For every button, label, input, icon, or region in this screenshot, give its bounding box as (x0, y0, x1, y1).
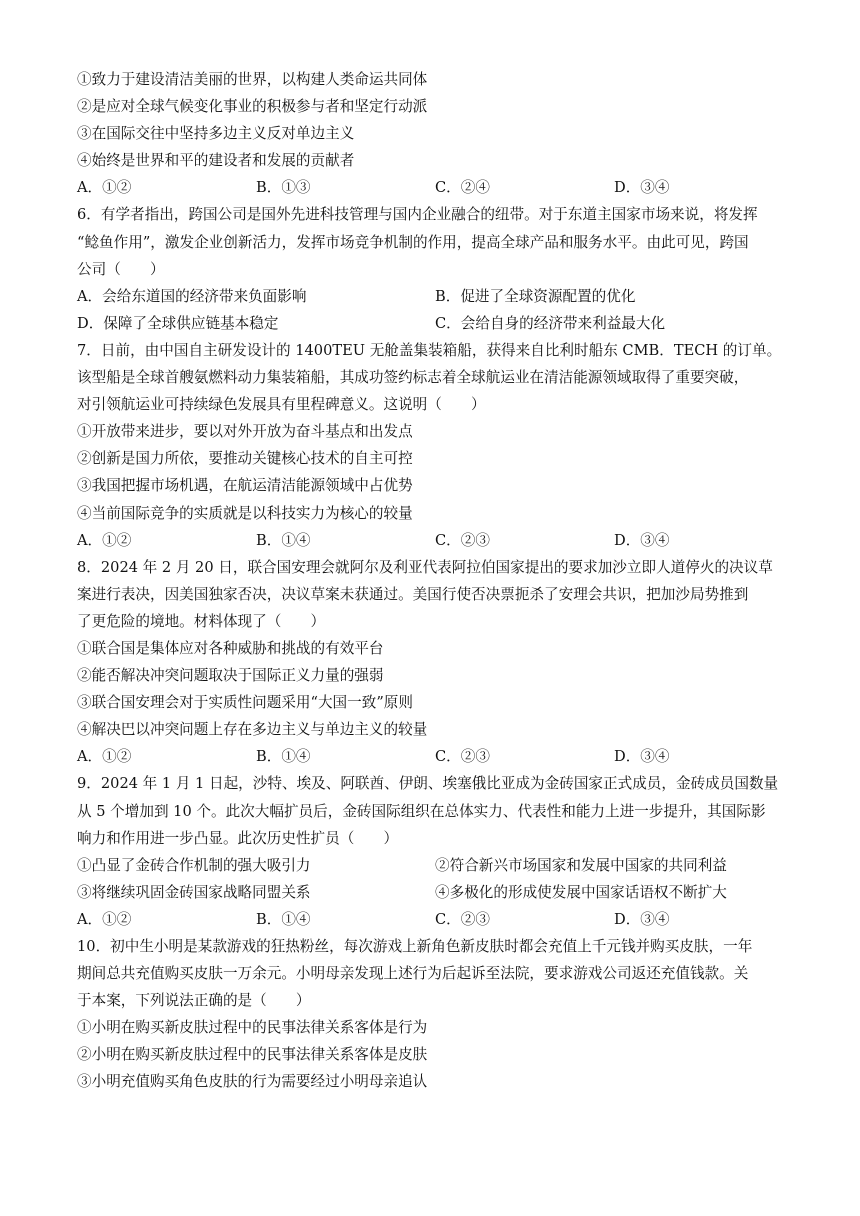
q9-stem-line-3: 响力和作用进一步凸显。此次历史性扩员（ ） (77, 829, 399, 847)
q6-option-d: D．保障了全球供应链基本稳定 (77, 314, 279, 332)
q7-option-c: C．②③ (435, 531, 490, 549)
q6-option-a: A．会给东道国的经济带来负面影响 (77, 287, 307, 305)
q5-item-2: ②是应对全球气候变化事业的积极参与者和坚定行动派 (77, 98, 428, 116)
q6-stem-line-1: 6．有学者指出，跨国公司是国外先进科技管理与国内企业融合的纽带。对于东道主国家市场来说，将发挥 (77, 206, 758, 224)
q8-stem-line-3: 了更危险的境地。材料体现了（ ） (77, 612, 326, 630)
q6-option-c: C．会给自身的经济带来利益最大化 (435, 314, 666, 332)
q5-options (77, 174, 793, 201)
q6-stem-line-2: “鲶鱼作用”，激发企业创新活力，发挥市场竞争机制的作用，提高全球产品和服务水平。由此可见，跨国 (77, 233, 749, 251)
q9-item-2: ②符合新兴市场国家和发展中国家的共同利益 (435, 856, 727, 874)
q10-stem-line-2: 期间总共充值购买皮肤一万余元。小明母亲发现上述行为后起诉至法院，要求游戏公司返还充值钱款。关 (77, 965, 749, 983)
q5-option-c: C．②④ (435, 179, 490, 197)
q8-item-1: ①联合国是集体应对各种威胁和挑战的有效平台 (77, 639, 384, 657)
q7-item-1: ①开放带来进步，要以对外开放为奋斗基点和出发点 (77, 423, 413, 441)
q8-option-d: D．③④ (614, 748, 670, 766)
q6-option-b: B．促进了全球资源配置的优化 (435, 287, 636, 305)
q8-option-c: C．②③ (435, 748, 490, 766)
q5-option-d: D．③④ (614, 179, 670, 197)
q7-option-b: B．①④ (256, 531, 311, 549)
q5-item-3: ③在国际交往中坚持多边主义反对单边主义 (77, 125, 355, 143)
q7-stem-line-3: 对引领航运业可持续绿色发展具有里程碑意义。这说明（ ） (77, 396, 486, 414)
q10-stem-line-3: 于本案，下列说法正确的是（ ） (77, 992, 311, 1010)
q9-item-4: ④多极化的形成使发展中国家话语权不断扩大 (435, 883, 727, 901)
q6-options-row-1 (77, 283, 793, 310)
q9-stem-line-2: 从 5 个增加到 10 个。此次大幅扩员后，金砖国际组织在总体实力、代表性和能力上进一步提升，其国际影 (77, 802, 766, 820)
q7-option-d: D．③④ (614, 531, 670, 549)
q8-option-a: A．①② (77, 748, 132, 766)
q9-items-row-2 (77, 879, 793, 906)
q7-stem-line-2: 该型船是全球首艘氨燃料动力集装箱船，其成功签约标志着全球航运业在清洁能源领域取得了重要突破， (77, 369, 749, 387)
q6-options-row-2 (77, 310, 793, 337)
q10-item-1: ①小明在购买新皮肤过程中的民事法律关系客体是行为 (77, 1019, 428, 1037)
q8-options (77, 743, 793, 770)
q5-item-1: ①致力于建设清洁美丽的世界，以构建人类命运共同体 (77, 71, 428, 88)
q5-option-b: B．①③ (256, 179, 311, 197)
q9-options (77, 906, 793, 933)
q7-item-2: ②创新是国力所依，要推动关键核心技术的自主可控 (77, 450, 413, 468)
q9-option-a: A．①② (77, 910, 132, 928)
q8-item-2: ②能否解决冲突问题取决于国际正义力量的强弱 (77, 667, 384, 685)
q8-item-3: ③联合国安理会对于实质性问题采用“大国一致”原则 (77, 694, 413, 712)
q7-options (77, 527, 793, 554)
q8-option-b: B．①④ (256, 748, 311, 766)
q7-item-3: ③我国把握市场机遇，在航运清洁能源领域中占优势 (77, 477, 413, 495)
q5-item-4: ④始终是世界和平的建设者和发展的贡献者 (77, 152, 355, 170)
q8-stem-line-2: 案进行表决，因美国独家否决，决议草案未获通过。美国行使否决票扼杀了安理会共识，把加沙局势推到 (77, 585, 749, 603)
q8-stem-line-1: 8．2024 年 2 月 20 日，联合国安理会就阿尔及利亚代表阿拉伯国家提出的要求加沙立即人道停火的决议草 (77, 558, 773, 576)
q9-option-c: C．②③ (435, 910, 490, 928)
q7-option-a: A．①② (77, 531, 132, 549)
q8-item-4: ④解决巴以冲突问题上存在多边主义与单边主义的较量 (77, 721, 428, 739)
q9-option-b: B．①④ (256, 910, 311, 928)
q9-stem-line-1: 9．2024 年 1 月 1 日起，沙特、埃及、阿联酋、伊朗、埃塞俄比亚成为金砖国家正式成员，金砖成员国数量 (77, 775, 779, 793)
q10-item-3: ③小明充值购买角色皮肤的行为需要经过小明母亲追认 (77, 1073, 428, 1091)
q7-item-4: ④当前国际竞争的实质就是以科技实力为核心的较量 (77, 504, 413, 522)
q9-option-d: D．③④ (614, 910, 670, 928)
exam-page (77, 66, 793, 1096)
q9-item-3: ③将继续巩固金砖国家战略同盟关系 (77, 883, 311, 901)
q9-item-1: ①凸显了金砖合作机制的强大吸引力 (77, 856, 311, 874)
q10-stem-line-1: 10．初中生小明是某款游戏的狂热粉丝，每次游戏上新角色新皮肤时都会充值上千元钱并购买皮肤，一年 (77, 938, 753, 955)
q10-item-2: ②小明在购买新皮肤过程中的民事法律关系客体是皮肤 (77, 1046, 428, 1064)
q9-items-row-1 (77, 852, 793, 879)
q6-stem-line-3: 公司（ ） (77, 260, 165, 278)
q7-stem-line-1: 7．日前，由中国自主研发设计的 1400TEU 无舱盖集装箱船，获得来自比利时船东 CMB．TECH 的订单。 (77, 341, 782, 359)
q5-option-a: A．①② (77, 179, 132, 197)
